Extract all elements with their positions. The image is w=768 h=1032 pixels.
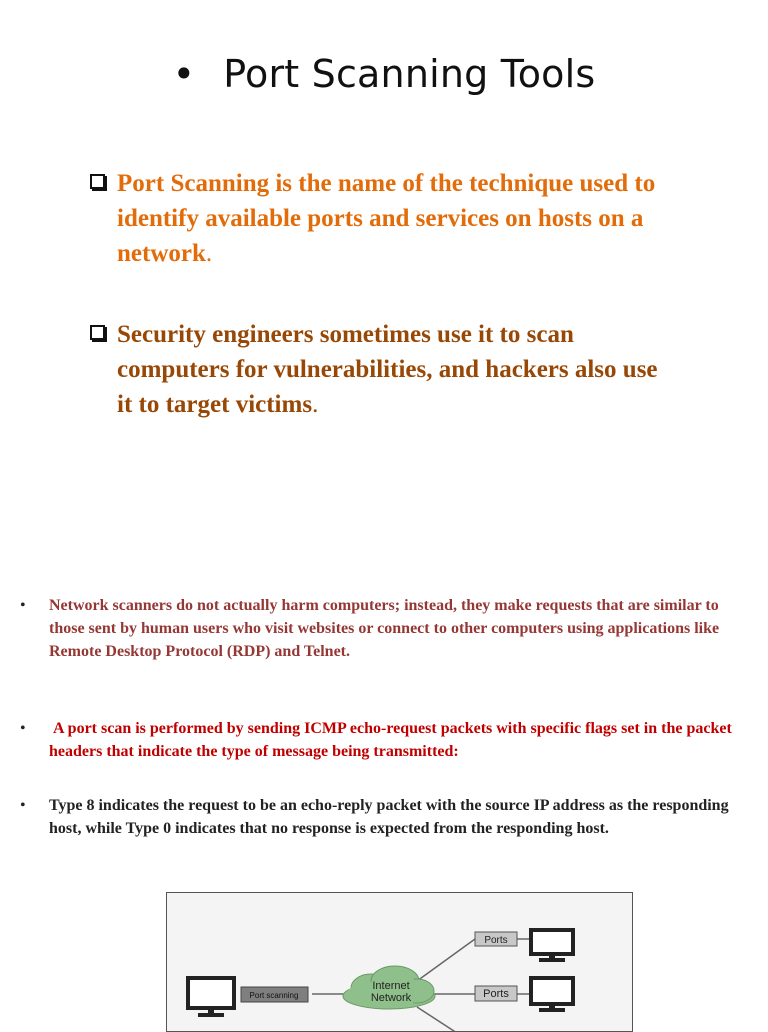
note-network-scanners xyxy=(20,594,732,663)
bullet-icon: • xyxy=(20,720,26,737)
note-3-text: Type 8 indicates the request to be an echo-reply packet with the source IP address as the responding host, while Type 0 indicates that no response is expected from the responding host. xyxy=(49,797,729,837)
ports-label-2: Ports xyxy=(483,988,509,1000)
note-icmp-echo xyxy=(20,717,736,763)
note-type-8 xyxy=(20,794,732,840)
slide-title xyxy=(0,52,768,96)
target-computer-icon xyxy=(531,930,573,962)
point-security-use xyxy=(86,317,666,422)
title-text: Port Scanning Tools xyxy=(223,52,596,96)
port-scanning-diagram xyxy=(166,892,633,1032)
cloud-label-line-2: Network xyxy=(370,992,412,1004)
point-2-text: Security engineers sometimes use it to scan computers for vulnerabilities, and hackers also use it to target victims xyxy=(117,321,658,418)
target-computer-icon xyxy=(531,978,573,1012)
connector-line xyxy=(417,1007,457,1032)
point-1-text: Port Scanning is the name of the technique used to identify available ports and services on hosts on a network xyxy=(117,170,656,267)
point-port-scanning-definition xyxy=(86,166,666,271)
bullet-icon: • xyxy=(20,597,26,614)
port-scanning-label: Port scanning xyxy=(249,991,299,1000)
scanner-computer-icon xyxy=(188,978,234,1017)
ports-label-1: Ports xyxy=(484,935,508,946)
point-2-trail: . xyxy=(312,391,319,418)
connector-line xyxy=(417,939,475,981)
checkbox-bullet-icon xyxy=(90,174,105,189)
note-1-text: Network scanners do not actually harm computers; instead, they make requests that are similar to those sent by human users who visit websites or connect to other computers using applications like Remote Desktop Protocol (RDP) and Telnet. xyxy=(49,597,720,660)
diagram-canvas xyxy=(167,893,633,1032)
cloud-label-line-1: Internet xyxy=(372,980,410,992)
title-bullet: • xyxy=(172,52,196,96)
checkbox-bullet-icon xyxy=(90,325,105,340)
note-2-text: A port scan is performed by sending ICMP echo-request packets with specific flags set in the packet headers that indicate the type of message being transmitted: xyxy=(49,720,736,760)
point-1-trail: . xyxy=(205,240,213,267)
bullet-icon: • xyxy=(20,797,26,814)
